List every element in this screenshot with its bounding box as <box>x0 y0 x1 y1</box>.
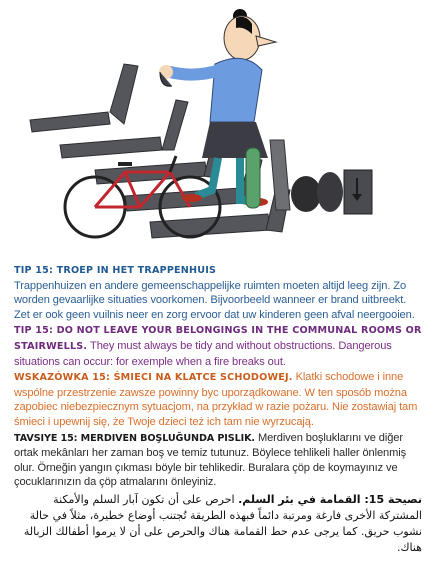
tip-turkish-title: TAVSIYE 15: MERDIVEN BOŞLUĞUNDA PISLIK. <box>14 432 255 444</box>
tip-arabic-body: احرص على أن تكون آبار السلم والأمكنة المشتركة الأخرى فارغة ومرتبة دائماً فبهذه الطريقة تُجتنب أوضاع خطيرة، مثلاً في حالة نشوب حريق. كما يرجى عدم حط القمامة هناك والحرص على أن لا يرموا أطفالك الزبالة هناك. <box>23 492 422 554</box>
stairwell-illustration <box>0 0 434 262</box>
tip-polish-title: WSKAZÓWKA 15: ŚMIECI NA KLATCE SCHODOWEJ. <box>14 372 293 384</box>
safety-tips <box>14 264 422 556</box>
tip-arabic <box>14 492 422 556</box>
tip-dutch-body: Trappenhuizen en andere gemeenschappelijke ruimten moeten altijd leeg zijn. Zo worden gevaarlijke situaties voorkomen. Bijvoorbeeld wanneer er brand uitbreekt. Zet er ook geen vuilnis neer en zorg ervoor dat uw kinderen geen afval neergooien. <box>14 279 415 321</box>
tip-english <box>14 323 422 369</box>
tip-polish <box>14 370 422 429</box>
tip-dutch-title: TIP 15: TROEP IN HET TRAPPENHUIS <box>14 265 217 276</box>
tip-english-title: TIP 15: DO NOT LEAVE YOUR BELONGINGS IN THE COMMUNAL ROOMS OR STAIRWELLS. <box>14 325 422 352</box>
tip-turkish <box>14 431 422 490</box>
tip-turkish-body: Merdiven boşluklarını ve diğer ortak mekânları her zaman boş ve temiz tutunuz. Böylece tehlikeli haller önlenmiş olur. Örneğin yangın çıkması böyle bir tehlikedir. Buralara çöp de koymayınız ve çocuklarınızın da çöp atmalarını önleyiniz. <box>14 431 407 489</box>
tip-arabic-title: نصيحة 15: القمامة في بئر السلم. <box>238 492 422 506</box>
tip-polish-body: Klatki schodowe i inne wspólne przestrzenie zawsze powinny byc uporządkowane. W ten sposób można zapobiec niebezpiecznym sytuacjom, na przykład w razie pożaru. Nie zostawiaj tam śmieci i upewnij się, że Twoje dzieci też ich tam nie wyrzucają. <box>14 371 418 428</box>
tip-dutch <box>14 264 422 322</box>
tip-english-body: They must always be tidy and without obstructions. Dangerous situations can occur: for exemple when a fire breaks out. <box>14 339 392 368</box>
